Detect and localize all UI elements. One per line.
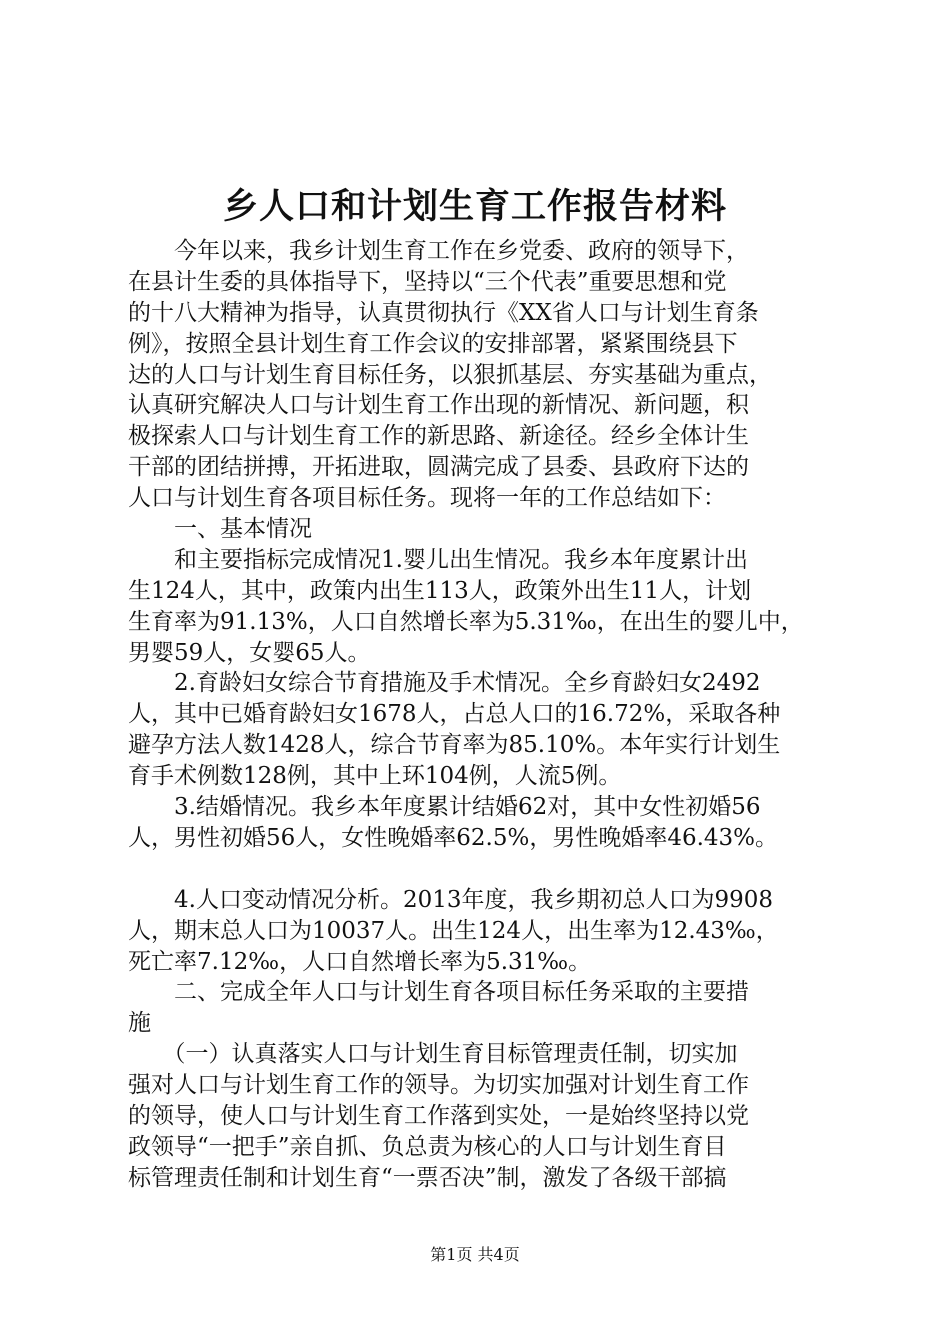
body-line: 政领导“一把手”亲自抓、负总责为核心的人口与计划生育目	[128, 1133, 727, 1160]
body-line: 在县计生委的具体指导下，坚持以“三个代表”重要思想和党	[128, 268, 727, 295]
body-line: 3.结婚情况。我乡本年度累计结婚62对，其中女性初婚56	[128, 794, 761, 821]
body-line: 生育率为91.13%，人口自然增长率为5.31‰，在出生的婴儿中，	[128, 608, 804, 635]
body-line: 标管理责任制和计划生育“一票否决”制，激发了各级干部搞	[128, 1164, 727, 1191]
section-heading: 施	[128, 1010, 151, 1037]
document-body	[128, 236, 838, 1194]
body-line: 避孕方法人数1428人，综合节育率为85.10%。本年实行计划生	[128, 732, 781, 759]
body-line: 认真研究解决人口与计划生育工作出现的新情况、新问题，积	[128, 392, 749, 419]
document-title: 乡人口和计划生育工作报告材料	[222, 186, 727, 227]
body-line: 生124人，其中，政策内出生113人，政策外出生11人，计划	[128, 577, 752, 604]
body-line: 育手术例数128例，其中上环104例，人流5例。	[128, 763, 622, 790]
body-line: 和主要指标完成情况1.婴儿出生情况。我乡本年度累计出	[128, 546, 748, 573]
body-line: 例》，按照全县计划生育工作会议的安排部署，紧紧围绕县下	[128, 330, 738, 357]
body-line: 达的人口与计划生育目标任务，以狠抓基层、夯实基础为重点，	[128, 361, 772, 388]
section-heading: 一、基本情况	[128, 516, 312, 543]
body-line: 4.人口变动情况分析。2013年度，我乡期初总人口为9908	[128, 886, 774, 913]
body-line: 死亡率7.12‰，人口自然增长率为5.31‰。	[128, 948, 592, 975]
body-line: 今年以来，我乡计划生育工作在乡党委、政府的领导下，	[128, 238, 749, 264]
body-line: 2.育龄妇女综合节育措施及手术情况。全乡育龄妇女2492	[128, 670, 761, 697]
body-line: （一）认真落实人口与计划生育目标管理责任制，切实加	[128, 1041, 738, 1068]
body-line: 强对人口与计划生育工作的领导。为切实加强对计划生育工作	[128, 1072, 749, 1099]
body-line: 的十八大精神为指导，认真贯彻执行《XX省人口与计划生育条	[128, 299, 759, 326]
body-line: 人口与计划生育各项目标任务。现将一年的工作总结如下：	[128, 485, 726, 512]
body-line: 人，男性初婚56人，女性晚婚率62.5%，男性晚婚率46.43%。	[128, 824, 779, 851]
page-number-footer: 第1页 共4页	[430, 1245, 520, 1264]
body-line: 极探索人口与计划生育工作的新思路、新途径。经乡全体计生	[128, 423, 749, 450]
body-line: 人，其中已婚育龄妇女1678人，占总人口的16.72%，采取各种	[128, 701, 781, 728]
body-line: 人，期末总人口为10037人。出生124人，出生率为12.43‰，	[128, 917, 779, 944]
body-line: 干部的团结拼搏，开拓进取，圆满完成了县委、县政府下达的	[128, 454, 749, 481]
blank-line	[128, 854, 838, 885]
body-line: 男婴59人，女婴65人。	[128, 639, 371, 666]
section-heading: 二、完成全年人口与计划生育各项目标任务采取的主要措	[128, 979, 749, 1006]
body-line: 的领导，使人口与计划生育工作落到实处，一是始终坚持以党	[128, 1103, 749, 1130]
